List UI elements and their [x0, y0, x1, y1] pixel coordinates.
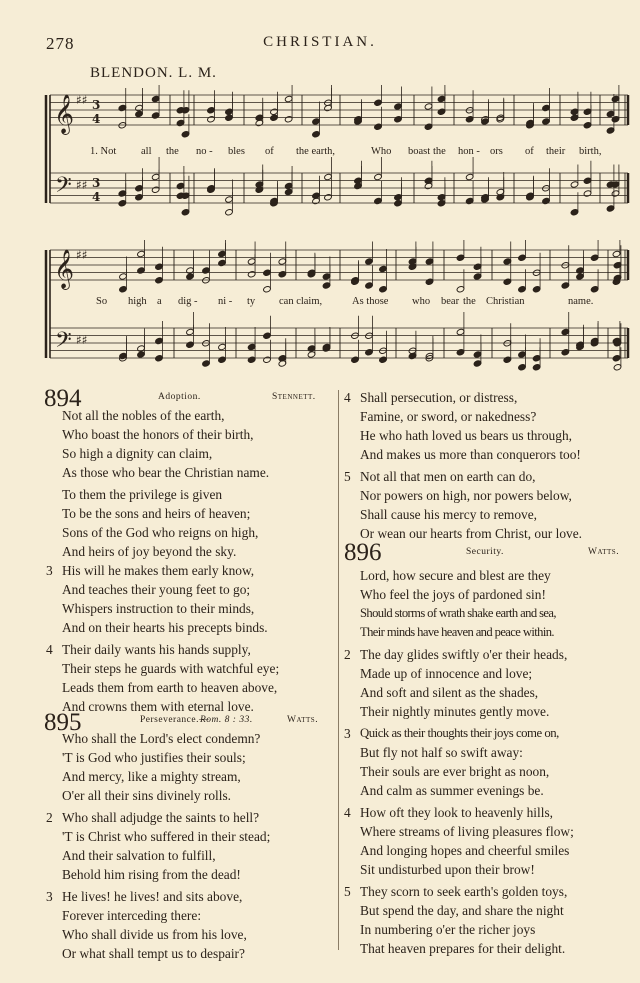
verse-line: And heirs of joy beyond the sky. — [62, 544, 237, 559]
verse-line: To be the sons and heirs of heaven; — [62, 506, 251, 521]
svg-text:♯♯: ♯♯ — [76, 333, 88, 347]
hymn-number: 896 — [344, 539, 382, 566]
verse-line: Their minds have heaven and peace within. — [360, 625, 554, 639]
verse-line: Sit undisturbed upon their brow! — [360, 862, 535, 877]
verse-line: Shall persecution, or distress, — [360, 390, 518, 405]
lyric-syllable: who — [412, 296, 431, 307]
lyric-syllable: all — [141, 146, 152, 157]
verse-line: Or what shall tempt us to despair? — [62, 946, 245, 961]
lyric-syllable: of — [525, 146, 534, 157]
lyric-syllable: no - — [196, 146, 213, 157]
verse-number: 3 — [344, 726, 351, 741]
verse-line: He who hath loved us bears us through, — [360, 428, 572, 443]
verse-line: Lord, how secure and blest are they — [360, 568, 551, 583]
lyric-syllable: of — [265, 146, 274, 157]
verse-line: The day glides swiftly o'er their heads, — [360, 647, 568, 662]
verse-line: Leads them from earth to heaven above, — [62, 680, 278, 695]
column-divider — [338, 390, 339, 950]
verse-line: Should storms of wrath shake earth and sea, — [360, 606, 556, 620]
svg-text:3: 3 — [92, 176, 101, 190]
verse-line: In numbering o'er the richer joys — [360, 922, 536, 937]
verse-number: 2 — [46, 810, 53, 825]
verse-line: Who feel the joys of pardoned sin! — [360, 587, 546, 602]
lyric-syllable: the — [463, 296, 476, 307]
verse-line: Or wean our hearts from Christ, our love. — [360, 526, 583, 541]
verse-line: How oft they look to heavenly hills, — [360, 805, 554, 820]
verse-line: Their steps he guards with watchful eye; — [62, 661, 280, 676]
verse-line: To them the privilege is given — [62, 487, 223, 502]
lyrics-line-1 — [0, 146, 640, 160]
verse-line: Who shall the Lord's elect condemn? — [62, 731, 261, 746]
verse-line: And on their hearts his precepts binds. — [62, 620, 268, 635]
verse-line: Quick as their thoughts their joys come on, — [360, 726, 559, 740]
verse-line: Who boast the honors of their birth, — [62, 427, 254, 442]
verse-number: 3 — [46, 889, 53, 904]
verse-line: And their salvation to fulfill, — [62, 848, 216, 863]
hymn-title: Adoption. — [158, 392, 201, 402]
verse-line: He lives! he lives! and sits above, — [62, 889, 243, 904]
verse-line: Where streams of living pleasures flow; — [360, 824, 574, 839]
lyric-syllable: a — [157, 296, 162, 307]
svg-text:𝄞: 𝄞 — [54, 249, 75, 289]
svg-text:𝄢: 𝄢 — [55, 328, 72, 358]
verse-line: Their souls are ever bright as noon, — [360, 764, 550, 779]
verse-line: Their nightly minutes gently move. — [360, 704, 550, 719]
hymn-author: Watts. — [588, 547, 620, 557]
verse-line: And makes us more than conquerors too! — [360, 447, 581, 462]
lyric-syllable: name. — [568, 296, 594, 307]
verse-line: And longing hopes and cheerful smiles — [360, 843, 570, 858]
hymn-title: Security. — [466, 547, 504, 557]
music-system-2 — [40, 240, 632, 380]
verse-line: They scorn to seek earth's golden toys, — [360, 884, 568, 899]
verse-line: Famine, or sword, or nakedness? — [360, 409, 537, 424]
lyric-syllable: dig - — [178, 296, 198, 307]
verse-line: Sons of the God who reigns on high, — [62, 525, 259, 540]
svg-text:3: 3 — [92, 98, 101, 112]
verse-line: Who shall divide us from his love, — [62, 927, 247, 942]
verse-line: Shall cause his mercy to remove, — [360, 507, 538, 522]
verse-line: Their daily wants his hands supply, — [62, 642, 251, 657]
verse-line: So high a dignity can claim, — [62, 446, 213, 461]
verse-line: That heaven prepares for their delight. — [360, 941, 566, 956]
svg-text:4: 4 — [92, 190, 101, 204]
verse-number: 4 — [344, 805, 351, 820]
lyric-syllable: ors — [490, 146, 503, 157]
verse-line: Forever interceding there: — [62, 908, 202, 923]
verse-line: O'er all their sins divinely rolls. — [62, 788, 232, 803]
page-number: 278 — [46, 34, 75, 53]
svg-text:𝄞: 𝄞 — [54, 94, 75, 134]
verse-line: 'T is God who justifies their souls; — [62, 750, 246, 765]
running-head: CHRISTIAN. — [263, 34, 377, 50]
svg-text:♯♯: ♯♯ — [76, 93, 88, 107]
lyric-syllable: ni - — [218, 296, 233, 307]
verse-line: As those who bear the Christian name. — [62, 465, 270, 480]
verse-number: 3 — [46, 563, 53, 578]
verse-line: And mercy, like a mighty stream, — [62, 769, 241, 784]
lyric-syllable: the earth, — [296, 146, 336, 157]
verse-line: His will he makes them early know, — [62, 563, 255, 578]
svg-text:♯♯: ♯♯ — [76, 178, 88, 192]
tune-name: BLENDON. L. M. — [90, 65, 217, 81]
verse-number: 5 — [344, 469, 351, 484]
lyric-syllable: birth, — [579, 146, 602, 157]
lyric-syllable: 1. Not — [90, 146, 117, 157]
lyric-syllable: bear — [441, 296, 460, 307]
hymn-number: 894 — [44, 385, 82, 412]
verse-line: Whispers instruction to their minds, — [62, 601, 255, 616]
lyric-syllable: their — [546, 146, 566, 157]
verse-line: And calm as summer evenings be. — [360, 783, 544, 798]
verse-number: 4 — [344, 390, 351, 405]
lyrics-line-2 — [0, 296, 640, 310]
lyric-syllable: Christian — [486, 296, 525, 307]
lyric-syllable: As those — [352, 296, 389, 307]
lyric-syllable: boast — [408, 146, 431, 157]
lyric-syllable: Who — [371, 146, 392, 157]
verse-number: 5 — [344, 884, 351, 899]
verse-line: Made up of innocence and love; — [360, 666, 533, 681]
verse-line: Not all the nobles of the earth, — [62, 408, 225, 423]
verse-number: 2 — [344, 647, 351, 662]
lyric-syllable: can claim, — [279, 296, 323, 307]
lyric-syllable: hon - — [458, 146, 480, 157]
verse-line: And soft and silent as the shades, — [360, 685, 539, 700]
lyric-syllable: bles — [228, 146, 245, 157]
lyric-syllable: high — [128, 296, 147, 307]
lyric-syllable: ty — [247, 296, 256, 307]
lyric-syllable: the — [433, 146, 446, 157]
svg-text:𝄢: 𝄢 — [55, 173, 72, 203]
verse-line: And teaches their young feet to go; — [62, 582, 251, 597]
verse-line: Not all that men on earth can do, — [360, 469, 536, 484]
lyric-syllable: So — [96, 296, 108, 307]
verse-line: Behold him rising from the dead! — [62, 867, 241, 882]
hymn-author: Watts. — [287, 715, 319, 725]
hymn-title: Perseverance.— — [140, 715, 209, 725]
hymn-author: Stennett. — [272, 392, 316, 402]
verse-line: 'T is Christ who suffered in their stead; — [62, 829, 271, 844]
svg-text:4: 4 — [92, 112, 101, 126]
verse-line: But spend the day, and share the night — [360, 903, 564, 918]
svg-text:♯♯: ♯♯ — [76, 248, 88, 262]
verse-line: Nor powers on high, nor powers below, — [360, 488, 572, 503]
verse-line: But fly not half so swift away: — [360, 745, 523, 760]
scripture-reference: Rom. 8 : 33. — [200, 715, 253, 725]
verse-line: Who shall adjudge the saints to hell? — [62, 810, 260, 825]
verse-line: And crowns them with eternal love. — [62, 699, 254, 714]
hymn-number: 895 — [44, 709, 82, 736]
lyric-syllable: the — [166, 146, 179, 157]
verse-number: 4 — [46, 642, 53, 657]
